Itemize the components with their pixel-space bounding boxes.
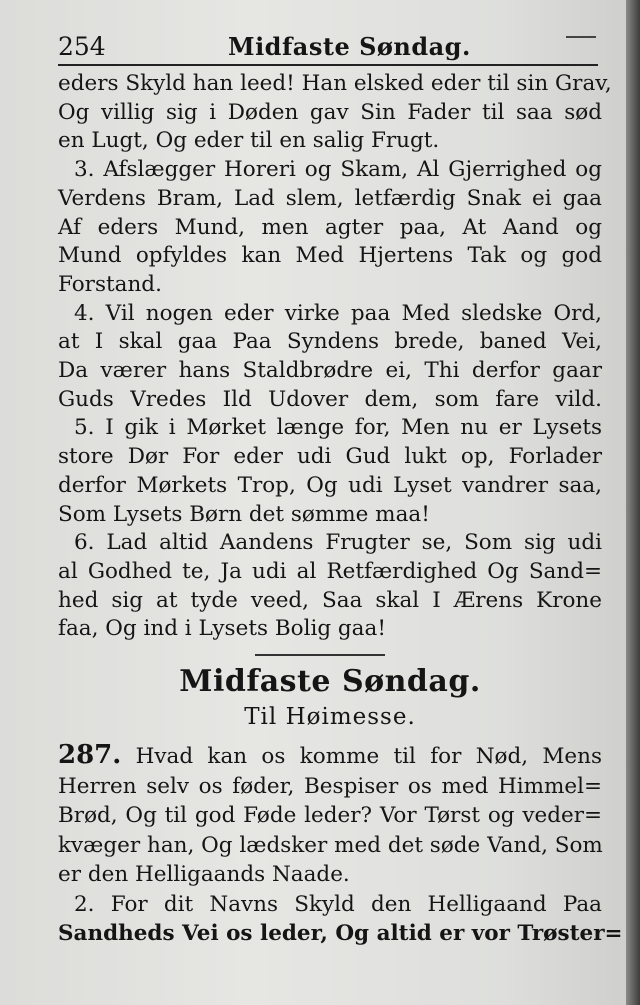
text-line: Og villig sig i Døden gav Sin Fader til saa sød (58, 99, 602, 125)
hymn-287-text (58, 740, 623, 949)
running-title: Midfaste Søndag. (228, 32, 471, 61)
section-divider (255, 654, 385, 656)
text-line: Guds Vredes Ild Udover dem, som fare vild. (58, 386, 602, 412)
text-line: Af eders Mund, men agter paa, At Aand og (58, 214, 602, 240)
text-line: Verdens Bram, Lad slem, letfærdig Snak ei gaa (58, 185, 602, 211)
hymn-first-line (58, 741, 602, 772)
previous-hymn-text (58, 70, 612, 644)
text-line: Brød, Og til god Føde leder? Vor Tørst og veder= (58, 803, 602, 828)
text-line: 6. Lad altid Aandens Frugter se, Som sig udi (74, 530, 602, 556)
text-line: 4. Vil nogen eder virke paa Med sledske Ord, (74, 300, 602, 326)
text-line: faa, Og ind i Lysets Bolig gaa! (58, 616, 386, 642)
text-line: Da værer hans Staldbrødre ei, Thi derfor gaar (58, 358, 602, 384)
text-line: derfor Mørkets Trop, Og udi Lyset vandrer saa, (58, 472, 602, 498)
section-subtitle: Til Høimesse. (244, 704, 416, 730)
text-line: er den Helligaands Naade. (58, 862, 350, 887)
page-header (58, 30, 598, 64)
hymn-number: 287. (58, 740, 122, 770)
text-line: Sandheds Vei os leder, Og altid er vor Trøster= (58, 921, 623, 946)
text-line: eders Skyld han leed! Han elsked eder til sin Grav, (58, 71, 612, 96)
text-line: Herren selv os føder, Bespiser os med Himmel= (58, 773, 602, 799)
text-line: 5. I gik i Mørket længe for, Men nu er Lysets (74, 415, 602, 441)
text-line: 2. For dit Navns Skyld den Helligaand Paa (74, 891, 602, 917)
header-rule (58, 64, 598, 66)
text-line: 3. Afslægger Horeri og Skam, Al Gjerrighed og (74, 157, 602, 183)
text-line: at I skal gaa Paa Syndens brede, baned Vei, (58, 329, 602, 355)
section-title: Midfaste Søndag. (179, 664, 481, 699)
text-line: Hvad kan os komme til for Nød, Mens (135, 744, 602, 769)
text-line: al Godhed te, Ja udi al Retfærdighed Og Sand= (58, 558, 602, 584)
text-line: store Dør For eder udi Gud lukt op, Forlader (58, 444, 602, 470)
text-line: Forstand. (58, 271, 162, 297)
book-spine-shadow (626, 0, 640, 1005)
header-mark (566, 36, 596, 38)
text-line: hed sig at tyde veed, Saa skal I Ærens Krone (58, 587, 602, 613)
page-number: 254 (58, 32, 106, 61)
text-line: Mund opfyldes kan Med Hjertens Tak og god (58, 243, 602, 269)
text-line: Som Lysets Børn det sømme maa! (58, 501, 430, 527)
text-line: kvæger han, Og lædsker med det søde Vand, Som (58, 832, 603, 858)
text-line: en Lugt, Og eder til en salig Frugt. (58, 128, 440, 154)
